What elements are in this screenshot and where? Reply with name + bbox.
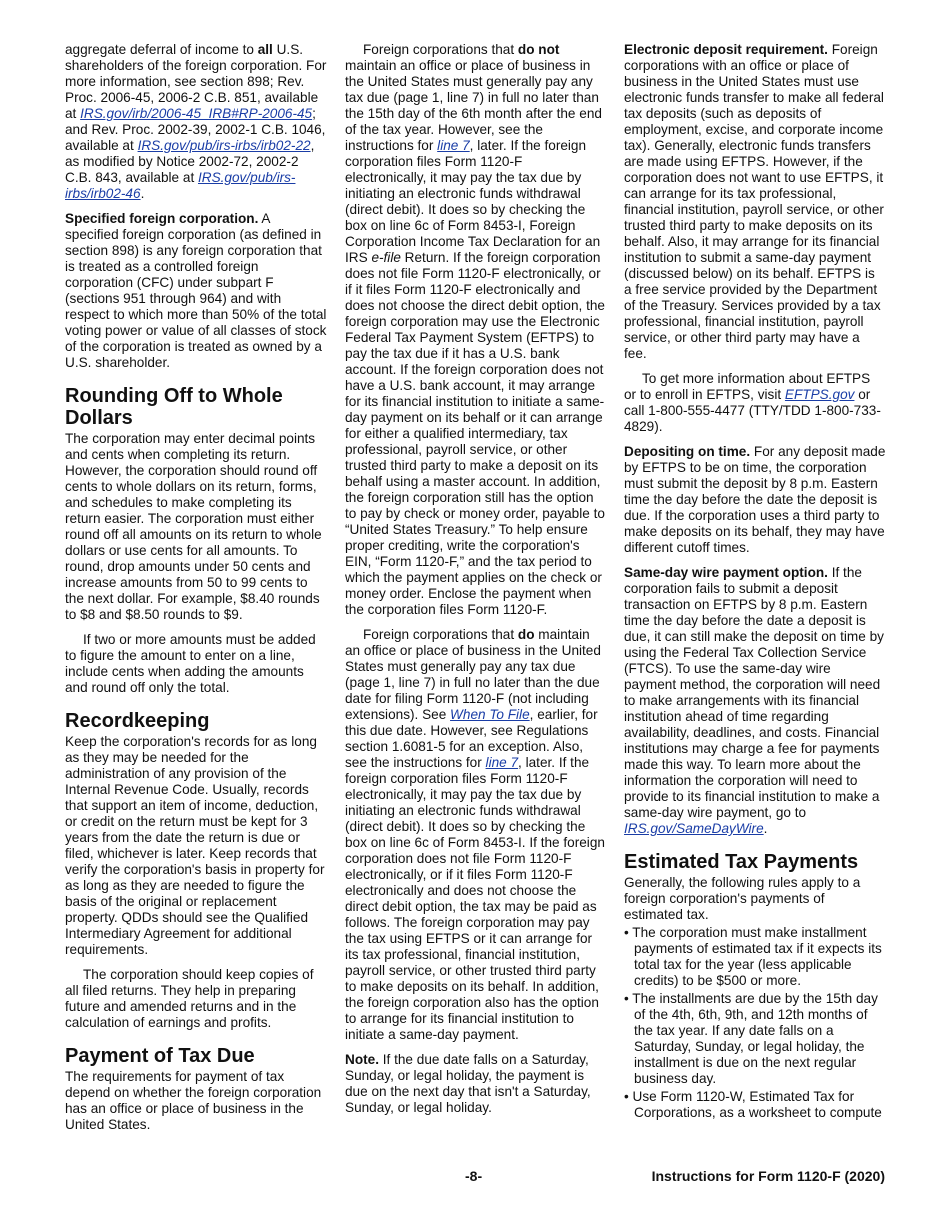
column-1 [65,42,327,1142]
bullet-icon: • [624,991,629,1006]
irb02-46-link[interactable]: IRS.gov/pub/irs-irbs/irb02-46 [65,170,296,201]
bullet-item: • The installments are due by the 15th day of the 4th, 6th, 9th, and 12th months of the tax year. If any date falls on a Saturday, Sunday, or legal holiday, the installment is due on the next regular business day. [624,991,878,1086]
line-7-link[interactable]: line 7 [437,138,470,153]
rounding-paragraph-2: If two or more amounts must be added to figure the amount to enter on a line, include cents when adding the amounts and round off only the total. [65,632,316,695]
estimated-tax-intro: Generally, the following rules apply to a foreign corporation's payments of estimated tax. [624,875,861,922]
electronic-deposit-paragraph: Electronic deposit requirement. Foreign corporations with an office or place of business in the United States must use electronic funds transfer to make all federal tax deposits (such as deposits of employment, excise, and corporate income tax). Generally, electronic funds transfers are made using EFTPS. However, if the corporation does not want to use EFTPS, it can arrange for its tax professional, financial institution, payroll service, or other trusted third party to make deposits on its behalf. Also, it may arrange for its financial institution to submit a same-day payment (discussed below) on its behalf. EFTPS is a free service provided by the Department of the Treasury. Services provided by a tax professional, financial institution, payroll service, or other third party may have a fee. [624,42,884,361]
page-number: -8- [465,1168,483,1184]
no-us-office-paragraph: Foreign corporations that do not maintain an office or place of business in the United States must generally pay any tax due (page 1, line 7) in full no later than the 15th day of the 6th month after the end of the tax year. However, see the instructions for line 7, later. If the foreign corporation files Form 1120-F electronically, it may pay the tax due by initiating an electronic funds withdrawal (direct debit). It does so by checking the box on line 6c of Form 8453-I, Foreign Corporation Income Tax Declaration for an IRS e-file Return. If the foreign corporation does not file Form 1120-F electronically, or if it files Form 1120-F electronically and does not choose the direct debit option, the foreign corporation may use the Electronic Federal Tax Payment System (EFTPS) to pay the tax due if it has a U.S. bank account. If the foreign corporation does not have a U.S. bank account, it may arrange for its financial institution to initiate a same-day payment on its behalf or it can arrange for either a qualified intermediary, tax professional, payroll service, or other trusted third party to make a deposit on its behalf using a master account. In addition, the foreign corporation still has the option to pay by check or money order, payable to “United States Treasury.” To help ensure proper crediting, write the corporation's EIN, “Form 1120-F,” and the tax period to which the payment applies on the check or money order. Enclose the payment when the corporation files Form 1120-F. [345,42,605,617]
bullet-icon: • [624,925,629,940]
column-3 [624,42,886,1123]
us-office-paragraph: Foreign corporations that do maintain an office or place of business in the United States must generally pay any tax due (page 1, line 7) in full no later than the due date for filing Form 1120-F (not including extensions). See When To File, earlier, for this due date. However, see Regulations section 1.6081-5 for an exception. Also, see the instructions for line 7, later. If the foreign corporation files Form 1120-F electronically, it may pay the tax due by initiating an electronic funds withdrawal (direct debit). It does so by checking the box on line 6c of Form 8453-I. If the foreign corporation does not file Form 1120-F electronically, or if it files Form 1120-F electronically and does not choose the direct debit option, the tax may be paid as follows. The foreign corporation may pay the tax using EFTPS or it can arrange for its tax professional, financial institution, payroll service, or other trusted third party to make deposits on its behalf. In addition, the foreign corporation also has the option to arrange for its financial institution to initiate a same-day payment. [345,627,605,1042]
depositing-on-time-paragraph: Depositing on time. For any deposit made by EFTPS to be on time, the corporation must submit the deposit by 8 p.m. Eastern time the day before the date the deposit is due. If the corporation uses a third party to make deposits on its behalf, they may have different cutoff times. [624,444,886,555]
payment-heading: Payment of Tax Due [65,1045,255,1067]
eftps-link[interactable]: EFTPS.gov [784,387,855,402]
irb-2006-45-link[interactable]: IRS.gov/irb/2006-45_IRB#RP-2006-45 [80,106,313,121]
same-day-wire-link[interactable]: IRS.gov/SameDayWire [624,821,764,836]
deferral-paragraph: aggregate deferral of income to all U.S. shareholders of the foreign corporation. For more information, see section 898; Rev. Proc. 2006-45, 2006-2 C.B. 851, available at IRS.gov/irb/2006-45_IRB#RP-2006-45; and Rev. Proc. 2002-39, 2002-1 C.B. 1046, available at IRS.gov/pub/irs-irbs/irb02-22, as modified by Notice 2002-72, 2002-2 C.B. 843, available at IRS.gov/pub/irs-irbs/irb02-46. [65,42,327,201]
estimated-tax-heading: Estimated Tax Payments [624,851,859,873]
line-7-link-2[interactable]: line 7 [485,755,519,770]
form-title: Instructions for Form 1120-F (2020) [651,1168,885,1184]
rounding-heading: Rounding Off to Whole Dollars [65,385,283,429]
when-to-file-link[interactable]: When To File [450,707,530,722]
bullet-item: • Use Form 1120-W, Estimated Tax for Corporations, as a worksheet to compute [624,1089,882,1120]
specified-foreign-corporation-paragraph: Specified foreign corporation. A specified foreign corporation (as defined in section 898) is any foreign corporation that is treated as a controlled foreign corporation (CFC) under subpart F (sections 951 through 964) and with respect to which more than 50% of the total voting power or value of all classes of stock of the corporation is treated as owned by a U.S. shareholder. [65,211,327,370]
payment-paragraph: The requirements for payment of tax depend on whether the foreign corporation has an office or place of business in the United States. [65,1069,322,1132]
irb02-22-link[interactable]: IRS.gov/pub/irs-irbs/irb02-22 [137,138,311,153]
same-day-wire-paragraph: Same-day wire payment option. If the corporation fails to submit a deposit transaction on EFTPS by 8 p.m. Eastern time the day before the date a deposit is due, it can still make the deposit on time by using the Federal Tax Collection Service (FTCS). To use the same-day wire payment method, the corporation will need to make arrangements with its financial institution ahead of time regarding availability, deadlines, and costs. Financial institutions may charge a fee for payments made this way. To learn more about the information the corporation will need to provide to its financial institution to make a same-day wire payment, go to IRS.gov/SameDayWire. [624,565,884,836]
recordkeeping-heading: Recordkeeping [65,710,210,732]
note-paragraph: Note. If the due date falls on a Saturday, Sunday, or legal holiday, the payment is due on the next day that isn't a Saturday, Sunday, or legal holiday. [345,1052,591,1115]
rounding-paragraph-1: The corporation may enter decimal points and cents when completing its return. However, the corporation should round off cents to whole dollars on its return, forms, and schedules to make completing its return easier. The corporation must either round off all amounts on its return to whole dollars or use cents for all amounts. To round, drop amounts under 50 cents and increase amounts from 50 to 99 cents to the next dollar. For example, $8.40 rounds to $8 and $8.50 rounds to $9. [65,431,322,622]
bullet-icon: • [624,1089,629,1104]
bullet-item: • The corporation must make installment payments of estimated tax if it expects its total tax for the year (less applicable credits) to be $500 or more. [624,925,882,988]
column-2 [345,42,607,1125]
recordkeeping-paragraph-1: Keep the corporation's records for as long as they may be needed for the administration of any provision of the Internal Revenue Code. Usually, records that support an item of income, deduction, or credit on the return must be kept for 3 years from the date the return is due or filed, whichever is later. Keep records that verify the corporation's basis in property for as long as they are needed to figure the basis of the original or replacement property. QDDs should see the Qualified Intermediary Agreement for additional requirements. [65,734,325,957]
recordkeeping-paragraph-2: The corporation should keep copies of all filed returns. They help in preparing future and amended returns and in the calculation of earnings and profits. [65,967,314,1030]
page-footer [65,1168,885,1186]
eftps-info-paragraph: To get more information about EFTPS or to enroll in EFTPS, visit EFTPS.gov or call 1-800-555-4477 (TTY/TDD 1-800-733-4829). [624,371,881,434]
